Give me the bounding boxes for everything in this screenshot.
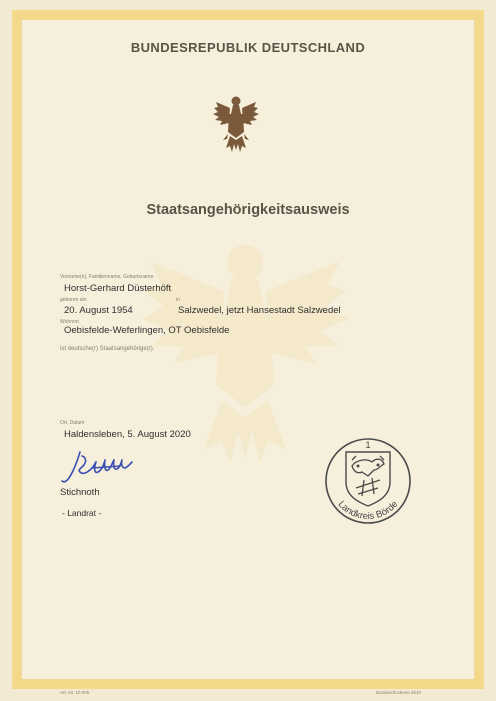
- seal-number: 1: [365, 440, 371, 451]
- place-date: Haldensleben, 5. August 2020: [64, 429, 191, 440]
- birth-date: 20. August 1954: [64, 305, 133, 316]
- printer-imprint: Bundesdruckerei 2010: [376, 690, 422, 695]
- document-title: Staatsangehörigkeitsausweis: [146, 202, 350, 218]
- birth-place-label: in: [176, 297, 180, 303]
- article-number: Art.-Nr. 10 005: [60, 690, 90, 695]
- official-seal: [318, 436, 418, 526]
- place-date-label: Ort, Datum: [60, 420, 85, 426]
- federal-eagle-icon: [212, 94, 260, 156]
- residence: Oebisfelde-Weferlingen, OT Oebisfelde: [64, 325, 230, 336]
- name-label: Vorname(n), Familienname, Geburtsname: [60, 274, 154, 280]
- handwritten-signature: [58, 448, 144, 490]
- country-heading: BUNDESREPUBLIK DEUTSCHLAND: [130, 40, 366, 55]
- birth-place: Salzwedel, jetzt Hansestadt Salzwedel: [178, 305, 341, 316]
- birth-date-label: geboren am: [60, 297, 87, 303]
- residence-label: Wohnort: [60, 319, 79, 325]
- signer-title: - Landrat -: [62, 508, 102, 518]
- citizenship-statement: ist deutsche(r) Staatsangehörige(r).: [60, 346, 155, 352]
- holder-name: Horst-Gerhard Düsterhöft: [64, 283, 172, 294]
- seal-text: Landkreis Börde: [335, 498, 401, 523]
- signer-name: Stichnoth: [60, 487, 100, 498]
